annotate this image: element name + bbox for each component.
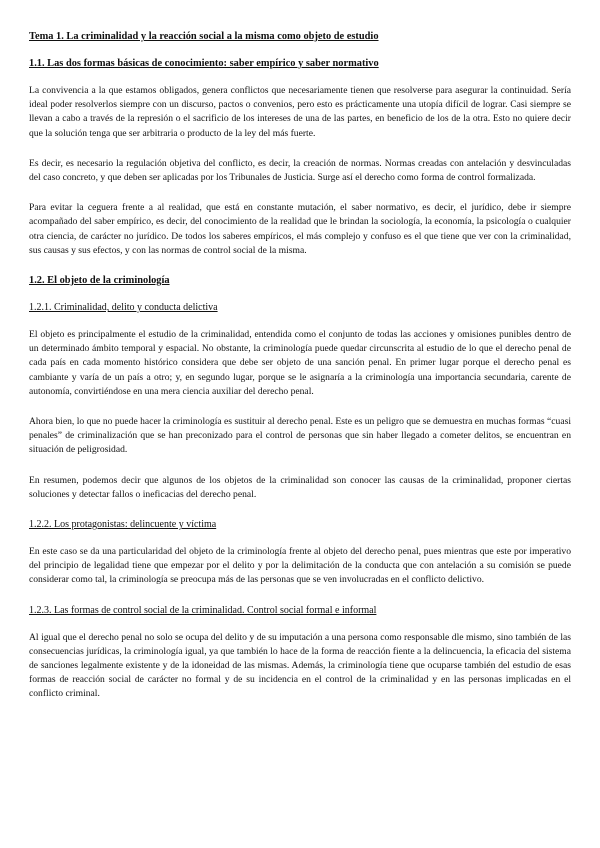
- document-title: Tema 1. La criminalidad y la reacción social a la misma como objeto de estudio: [29, 31, 379, 42]
- section-1-2-2-heading: 1.2.2. Los protagonistas: delincuente y víctima: [29, 519, 217, 531]
- section-1-1-paragraph-3: Para evitar la ceguera frente a al realidad, que está en constante mutación, el saber normativo, es decir, el jurídico, debe ir siempre acompañado del saber empírico, es decir, del conocimiento de la realidad que le brindan la sociología, la economía, la psicología o cualquier otra ciencia, de carácter no jurídico. De todos los saberes empíricos, el más complejo y confuso es el que tiene que ver con la criminalidad, sus causas y sus efectos, y con las normas de control social de la misma.: [29, 202, 571, 256]
- document-page: [29, 30, 571, 718]
- section-1-2-2-paragraph-1: En este caso se da una particularidad del objeto de la criminología frente al objeto del derecho penal, pues mientras que este por imperativo del principio de legalidad tiene que empezar por el delito y por la delimitación de la conducta que con antelación a su comisión se puede considerar como tal, la criminología se preocupa más de las personas que se ven involucradas en el conflicto delictivo.: [29, 546, 571, 586]
- section-1-2-3-paragraph-1: Al igual que el derecho penal no solo se ocupa del delito y de su imputación a una persona como responsable dle mismo, sino también de las consecuencias jurídicas, la criminología igual, ya que también lo hace de la forma de reacción fiente a la delincuencia, la eficacia del sistema de sanciones legalmente existente y de la idoneidad de las mismas. Además, la criminología tiene que ocuparse también del estudio de esas formas de reacción social de carácter no formal y de su incidencia en el control de la criminalidad y en las personas implicadas en el conflicto criminal.: [29, 631, 571, 700]
- section-1-1-paragraph-1: La convivencia a la que estamos obligados, genera conflictos que necesariamente tienen que resolverse para asegurar la continuidad. Sería ideal poder resolverlos siempre con un discurso, pactos o convenios, pero esto es prácticamente una utopía difícil de lograr. Casi siempre se llevan a cabo a través de la represión o el sacrificio de los intereses de una de las partes, en beneficio de los de la otra. Esto no quiere decir que la solución tenga que ser arbitraria o producto de la ley del más fuerte.: [29, 85, 571, 139]
- section-1-2-1-heading: 1.2.1. Criminalidad, delito y conducta delictiva: [29, 302, 218, 314]
- section-1-2-1-paragraph-1: El objeto es principalmente el estudio de la criminalidad, entendida como el conjunto de todas las acciones y omisiones punibles dentro de un determinado ámbito temporal y espacial. No obstante, la criminología puede quedar circunscrita al estudio de lo que el derecho penal de cada país en cada momento histórico considera que debe ser objeto de una sanción penal. En primer lugar porque el derecho penal es cambiante y varía de un país a otro; y, en segundo lugar, porque se le asignaría a la criminología una importancia secundaria, carente de autonomía, convirtiéndose en una mera ciencia auxiliar del derecho penal.: [29, 329, 571, 397]
- section-1-2-1-paragraph-2: Ahora bien, lo que no puede hacer la criminología es sustituir al derecho penal. Este es un peligro que se demuestra en muchas formas “cuasi penales” de criminalización que se han preconizado para el control de personas que sin haber llegado a cometer delitos, se encuentran en situación de peligrosidad.: [29, 416, 571, 456]
- section-1-1-paragraph-2: Es decir, es necesario la regulación objetiva del conflicto, es decir, la creación de normas. Normas creadas con antelación y desvinculadas del caso concreto, y que deben ser aplicadas por los Tribunales de Justicia. Surge así el derecho como forma de control formalizada.: [29, 157, 571, 184]
- section-1-1-heading: 1.1. Las dos formas básicas de conocimiento: saber empírico y saber normativo: [29, 58, 379, 69]
- section-1-2-1-paragraph-3: En resumen, podemos decir que algunos de los objetos de la criminalidad son conocer las causas de la criminalidad, proponer ciertas soluciones y detectar fallos o ineficacias del derecho penal.: [29, 474, 571, 500]
- section-1-2-3-heading: 1.2.3. Las formas de control social de la criminalidad. Control social formal e informal: [29, 604, 377, 616]
- section-1-2-heading: 1.2. El objeto de la criminología: [29, 275, 170, 287]
